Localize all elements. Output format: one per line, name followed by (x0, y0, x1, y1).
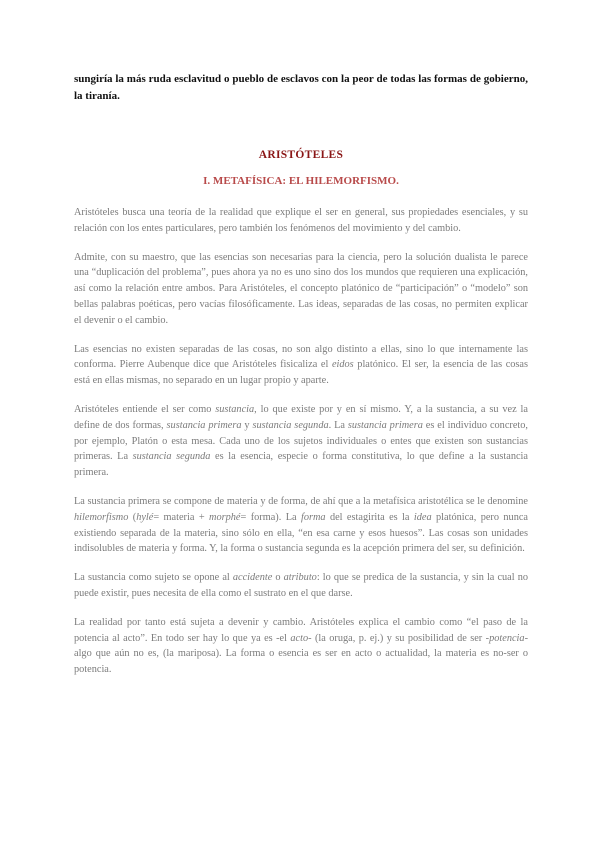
text-span: Las esencias no existen separadas de las cosas, no son algo distinto a ellas, sino lo que internamente las conforma. Pierre Aubenque dice que Aristóteles fisicaliza el (74, 343, 528, 371)
text-span: . La (328, 419, 348, 431)
italic-term-eidos: eidos (331, 359, 354, 371)
text-span: ( (128, 511, 137, 523)
italic-term-potencia: potencia (489, 632, 525, 644)
text-span: = materia + (153, 511, 210, 523)
italic-term: sustancia primera (166, 419, 242, 431)
text-span: La sustancia primera se compone de materia y de forma, de ahí que a la metafísica aristotélica se le denomine (74, 495, 528, 507)
text-span: , lo que existe por y en sí mismo. Y, a la sustancia, a su vez la define de dos formas, (74, 403, 528, 431)
italic-term-sustancia: sustancia (215, 403, 255, 415)
intro-paragraph: sungiría la más ruda esclavitud o pueblo de esclavos con la peor de todas las formas de gobierno, la tiranía. (74, 73, 528, 102)
text-span: - algo que aún no es, (la mariposa). La forma o esencia es ser en acto o actualidad, la materia es no-ser o potencia. (74, 632, 528, 676)
italic-term-forma: forma (300, 511, 326, 523)
italic-term: sustancia segunda (252, 419, 329, 431)
paragraph-1: Aristóteles busca una teoría de la realidad que explique el ser en general, sus propiedades esenciales, y su relación con los entes particulares, pero también los fenómenos del movimiento y del cambio. (74, 207, 528, 234)
page-content (74, 71, 528, 678)
paragraph-3 (74, 342, 528, 389)
paragraph-5 (74, 494, 528, 557)
text-span: La realidad por tanto está sujeta a devenir y cambio. Aristóteles explica el cambio como “el paso de la potencia al acto”. En todo ser hay lo que ya es -el (74, 616, 528, 644)
paragraph-4 (74, 402, 528, 481)
text-span: platónica, pero nunca existiendo separada de la materia, sino sólo en ella, “en esa carne y esos huesos”. Las cosas son unidades indisolubles de materia y forma. Y, la forma o sustancia segunda es la acepción primera del ser, su definición. (74, 511, 528, 555)
text-span: = forma). La (240, 511, 301, 523)
paragraph-7 (74, 615, 528, 678)
text-span: y (241, 419, 253, 431)
text-span: platónico. El ser, la esencia de las cosas está en ellas mismas, no separado en un lugar propio y aparte. (74, 359, 528, 387)
section-subtitle: I. METAFÍSICA: EL HILEMORFISMO. (203, 175, 399, 187)
text-span: Aristóteles entiende el ser como (74, 403, 216, 415)
italic-term: sustancia segunda (132, 451, 211, 463)
italic-term-hyle: hylé (136, 511, 154, 523)
italic-term-idea: idea (413, 511, 432, 523)
paragraph-6 (74, 570, 528, 602)
italic-term-morphe: morphé (209, 511, 241, 523)
section-title: ARISTÓTELES (258, 149, 344, 161)
italic-term-atributo: atributo (283, 572, 317, 584)
italic-term: sustancia primera (347, 419, 423, 431)
paragraph-2: Admite, con su maestro, que las esencias son necesarias para la ciencia, pero la solución dualista le parece una “duplicación del problema”, pues ahora ya no es uno sino dos los mundos que requieren una explicación, así como la relación entre ambos. Para Aristóteles, el concepto platónico de “participación” o “modelo” son bellas palabras poéticas, pero vacías filosóficamente. Las ideas, separadas de las cosas, no permiten explicar el devenir o el cambio. (74, 251, 528, 326)
text-span: - (la oruga, p. ej.) y su posibilidad de ser - (308, 632, 490, 644)
text-span: del estagirita es la (325, 511, 414, 523)
text-span: : lo que se predica de la sustancia, y sin la cual no puede existir, pues necesita de ella como el sustrato en el que darse. (74, 572, 528, 599)
text-span: es la esencia, especie o forma constitutiva, lo que define a la sustancia primera. (74, 451, 528, 479)
italic-term-hilemorfismo: hilemorfismo (74, 511, 129, 523)
italic-term-accidente: accidente (232, 572, 273, 584)
text-span: o (272, 572, 284, 584)
text-span: La sustancia como sujeto se opone al (74, 572, 233, 584)
italic-term-acto: acto (290, 632, 309, 644)
text-span: es el individuo concreto, por ejemplo, Platón o esta mesa. Cada uno de los sujetos individuales o entes que existen son sustancias primeras. La (74, 419, 528, 463)
